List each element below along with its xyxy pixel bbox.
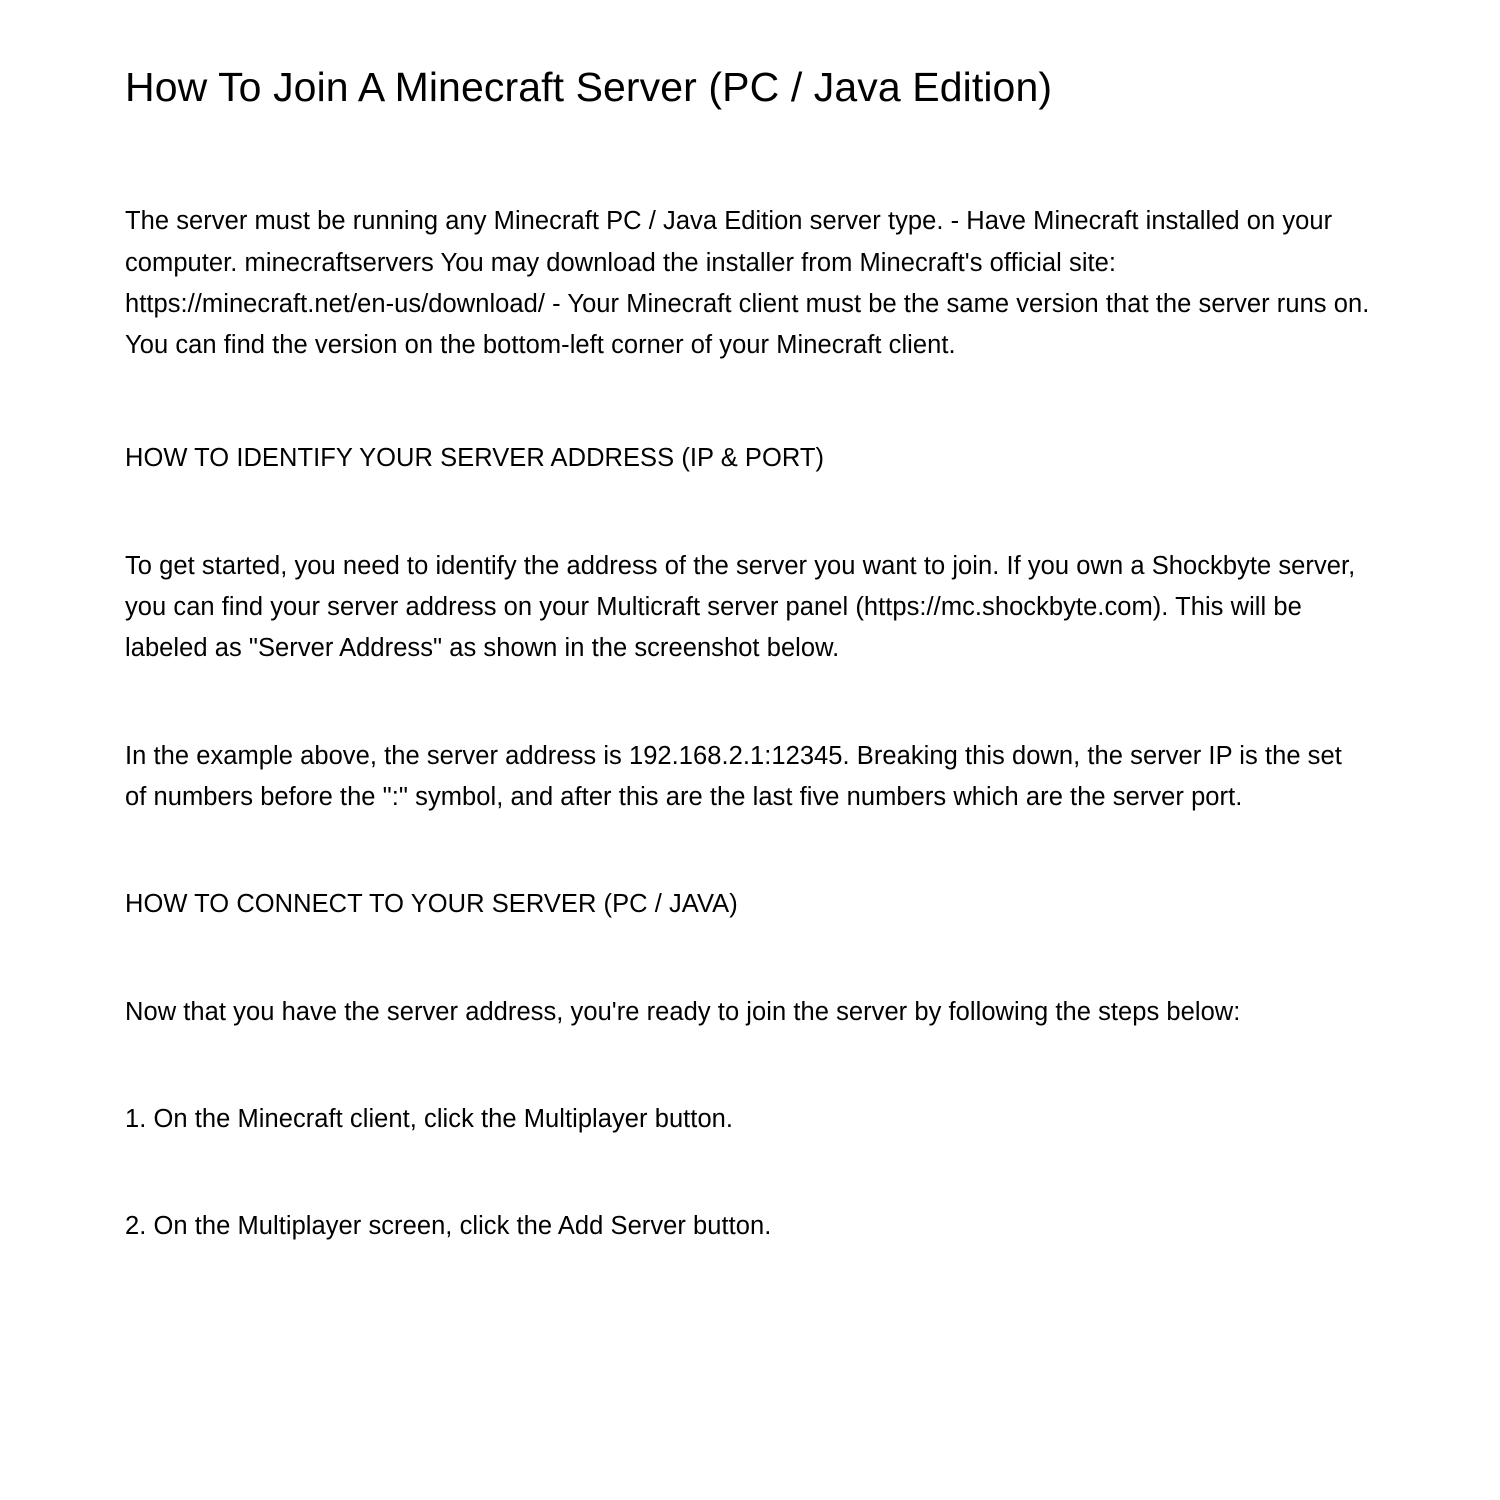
spacer [125,926,1370,992]
paragraph-connect-body: Now that you have the server address, you're ready to join the server by following the steps below: [125,997,1241,1026]
spacer [125,818,1370,884]
spacer [125,670,1370,736]
spacer [125,480,1370,546]
spacer [125,366,1370,438]
spacer [125,1140,1370,1206]
section-heading-identify-address: HOW TO IDENTIFY YOUR SERVER ADDRESS (IP & PORT) [125,444,825,473]
paragraph-identify-body: To get started, you need to identify the address of the server you want to join. If you own a Shockbyte server, you can find your server address on your Multicraft server panel (https://mc.shockbyte.com). This will be labeled as "Server Address" as shown in the screenshot below. [125,551,1356,663]
spacer [125,113,1370,201]
list-item-step-2: 2. On the Multiplayer screen, click the Add Server button. [125,1212,772,1241]
paragraph-intro: The server must be running any Minecraft PC / Java Edition server type. - Have Minecraft installed on your computer. minecraftservers You may download the installer from Minecraft's official site: https://minecraft.net/en-us/download/ - Your Minecraft client must be the same version that the server runs on. You can find the version on the bottom-left corner of your Minecraft client. [125,207,1370,360]
page-title: How To Join A Minecraft Server (PC / Java Edition) [125,64,1053,110]
section-heading-connect-server: HOW TO CONNECT TO YOUR SERVER (PC / JAVA) [125,890,738,919]
paragraph-example-body: In the example above, the server address is 192.168.2.1:12345. Breaking this down, the server IP is the set of numbers before the ":" symbol, and after this are the last five numbers which are the server port. [125,741,1342,811]
spacer [125,1033,1370,1099]
list-item-step-1: 1. On the Minecraft client, click the Multiplayer button. [125,1104,734,1133]
